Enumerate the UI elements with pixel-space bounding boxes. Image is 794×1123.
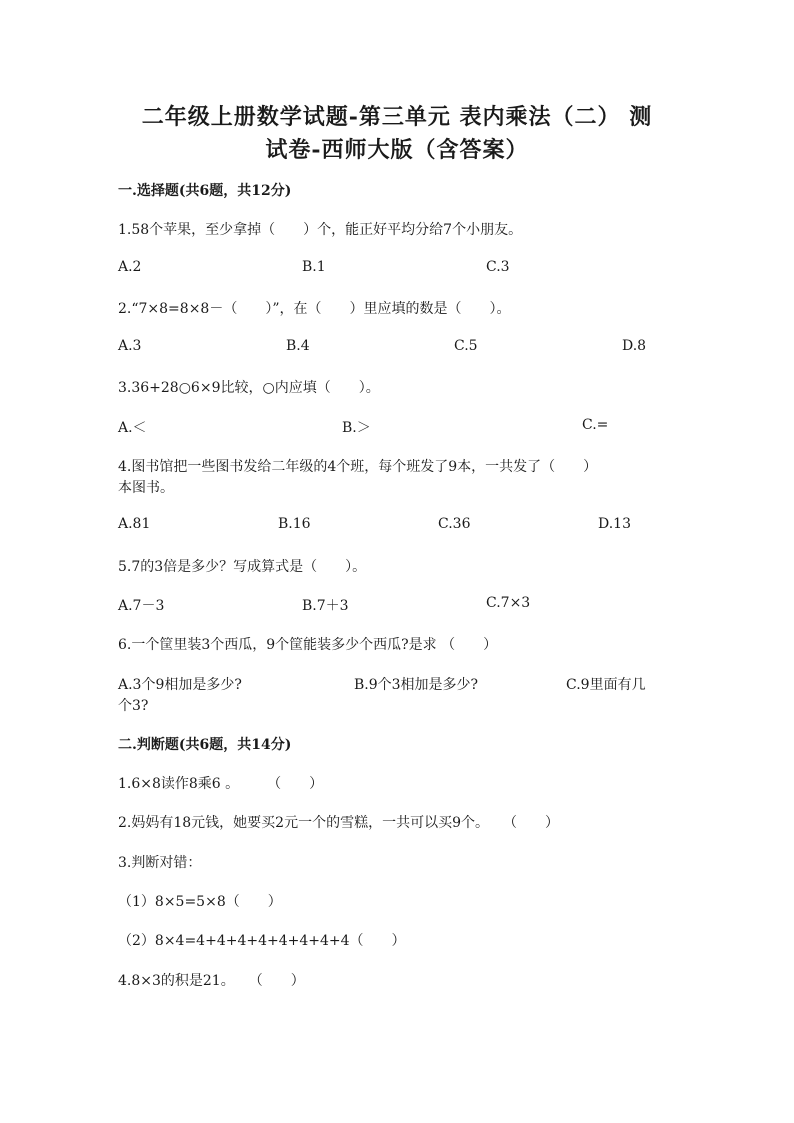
q4-option-d: D.13 xyxy=(598,516,631,532)
page-title-line2: 试卷-西师大版（含答案） xyxy=(265,137,529,163)
q2-option-d: D.8 xyxy=(622,338,647,354)
judgement-3: 3.判断对错： xyxy=(118,855,202,871)
question-1: 1.58个苹果，至少拿掉（ ）个，能正好平均分给7个小朋友。 xyxy=(118,222,523,238)
question-4-line2: 本图书。 xyxy=(118,480,174,496)
judgement-4: 4.8×3的积是21。 （ ） xyxy=(118,973,305,989)
q2-option-b: B.4 xyxy=(286,338,310,354)
q3-option-a: A.＜ xyxy=(118,420,147,436)
question-5: 5.7的3倍是多少？写成算式是（ ）。 xyxy=(118,559,367,575)
q4-option-a: A.81 xyxy=(118,516,151,532)
q6-option-c: C.9里面有几 xyxy=(566,677,646,693)
judgement-2: 2.妈妈有18元钱，她要买2元一个的雪糕，一共可以买9个。 （ ） xyxy=(118,815,559,831)
q5-option-b: B.7＋3 xyxy=(302,598,349,614)
q4-option-b: B.16 xyxy=(278,516,311,532)
q6-option-a: A.3个9相加是多少? xyxy=(118,677,242,693)
q3-option-b: B.＞ xyxy=(342,420,371,436)
section-heading-judgement: 二.判断题(共6题，共14分) xyxy=(118,737,292,753)
q3-option-c: C.= xyxy=(582,417,609,433)
q2-option-a: A.3 xyxy=(118,338,142,354)
page-title-line1: 二年级上册数学试题-第三单元 表内乘法（二） 测 xyxy=(141,104,653,130)
section-heading-choice: 一.选择题(共6题，共12分) xyxy=(118,183,292,199)
question-2: 2.“7×8=8×8－（ ）”，在（ ）里应填的数是（ ）。 xyxy=(118,301,511,317)
q6-option-c-continued: 个3? xyxy=(118,698,149,714)
judgement-3-2: （2）8×4=4+4+4+4+4+4+4+4（ ） xyxy=(118,933,406,949)
question-6: 6.一个筐里装3个西瓜，9个筐能装多少个西瓜?是求 （ ） xyxy=(118,637,498,653)
q1-option-a: A.2 xyxy=(118,259,142,275)
q5-option-a: A.7－3 xyxy=(118,598,165,614)
q5-option-c: C.7×3 xyxy=(486,595,531,611)
question-4-line1: 4.图书馆把一些图书发给二年级的4个班，每个班发了9本，一共发了（ ） xyxy=(118,459,598,475)
q2-option-c: C.5 xyxy=(454,338,478,354)
judgement-3-1: （1）8×5=5×8（ ） xyxy=(118,894,282,910)
question-3: 3.36+28○6×9比较，○内应填（ ）。 xyxy=(118,380,380,396)
q1-option-b: B.1 xyxy=(302,259,326,275)
q4-option-c: C.36 xyxy=(438,516,471,532)
q1-option-c: C.3 xyxy=(486,259,510,275)
q6-option-b: B.9个3相加是多少? xyxy=(354,677,479,693)
judgement-1: 1.6×8读作8乘6 。 （ ） xyxy=(118,776,324,792)
